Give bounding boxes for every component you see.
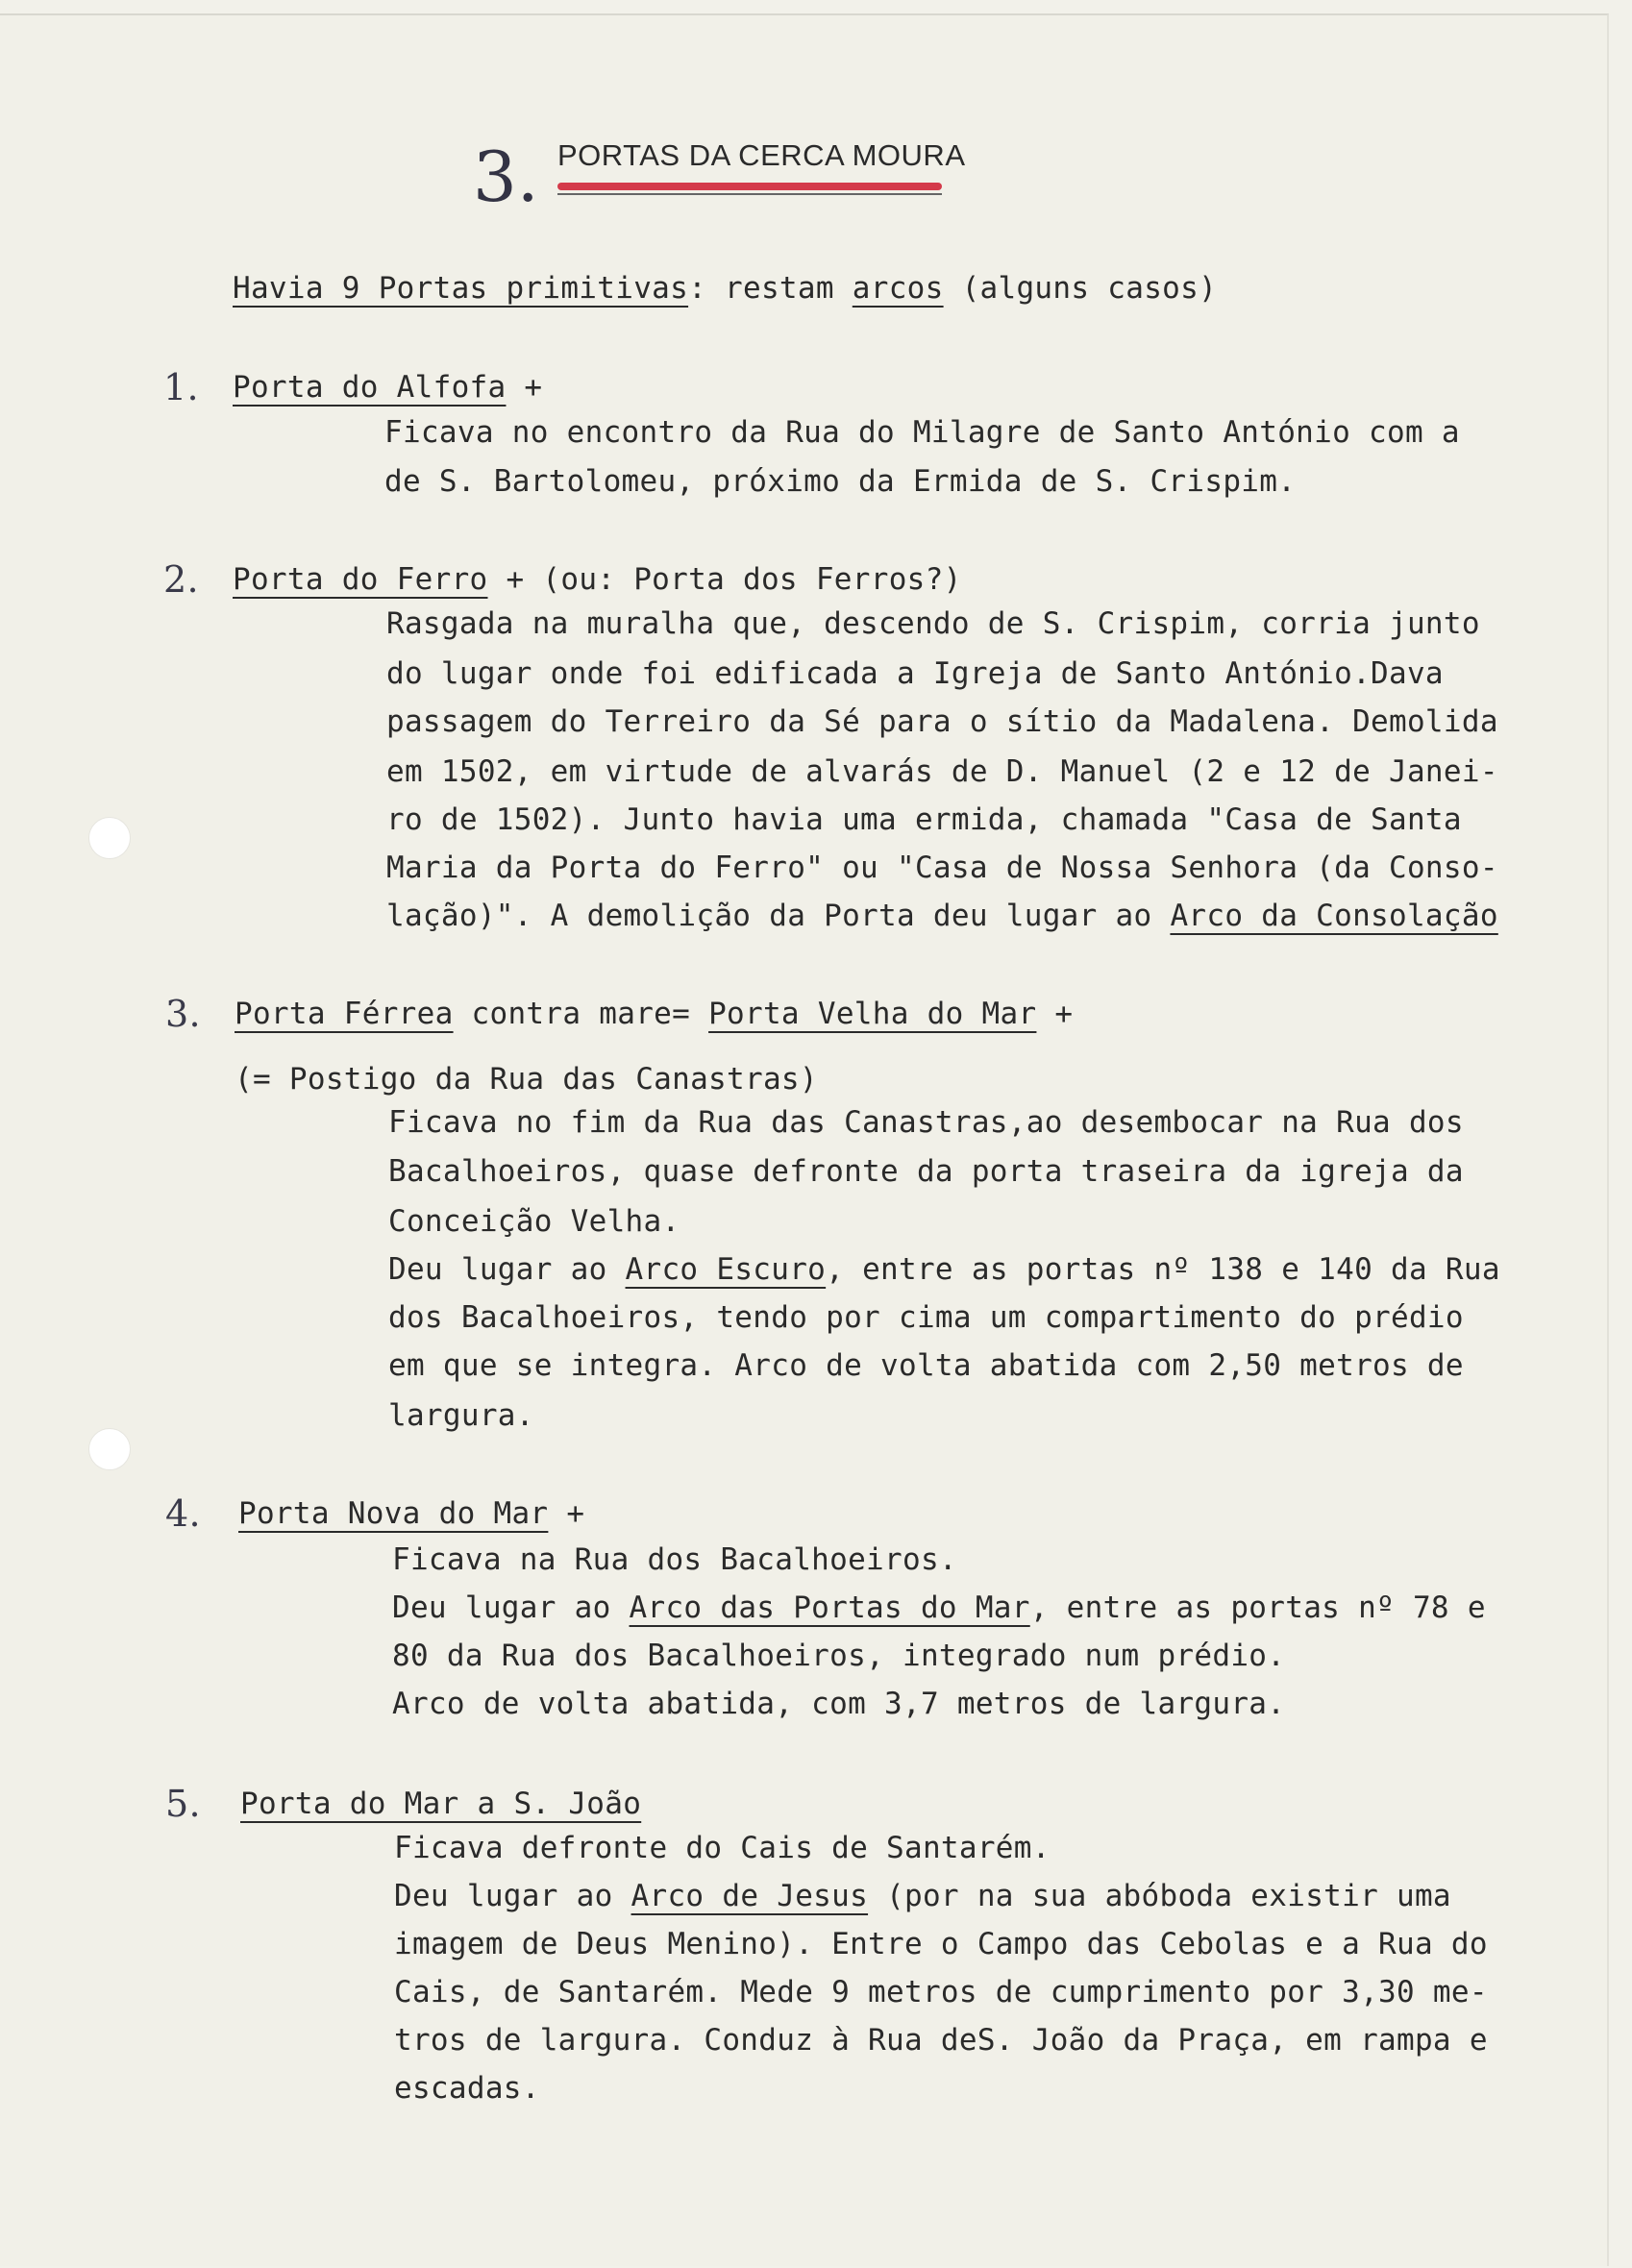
heading-part: + (ou: Porta dos Ferros?) — [487, 562, 962, 597]
arco-escuro: Arco Escuro — [625, 1252, 827, 1287]
text-line: 80 da Rua dos Bacalhoeiros, integrado num prédio. — [392, 1639, 1286, 1673]
text-line: Cais, de Santarém. Mede 9 metros de cumprimento por 3,30 me- — [394, 1975, 1488, 2009]
text-line: do lugar onde foi edificada a Igreja de Santo António.Dava — [386, 656, 1444, 691]
entry-heading — [240, 1780, 641, 1829]
section-number: 3. — [473, 136, 539, 217]
heading-part: Porta Nova do Mar — [238, 1496, 549, 1531]
text-part: Deu lugar ao — [392, 1590, 630, 1625]
entry-heading — [238, 1490, 584, 1539]
text-line: de S. Bartolomeu, próximo da Ermida de S. Crispim. — [384, 464, 1297, 499]
sub-heading: (= Postigo da Rua das Canastras) — [235, 1062, 818, 1097]
intro-underlined: Havia 9 Portas primitivas — [233, 271, 689, 306]
text-line: Ficava no fim da Rua das Canastras,ao desembocar na Rua dos — [388, 1105, 1464, 1140]
text-line: tros de largura. Conduz à Rua deS. João da Praça, em rampa e — [394, 2023, 1488, 2058]
text-line: dos Bacalhoeiros, tendo por cima um compartimento do prédio — [388, 1300, 1464, 1335]
text-line: Conceição Velha. — [388, 1204, 680, 1239]
entry-heading — [235, 990, 1073, 1039]
text-part: (por na sua abóboda existir uma — [868, 1879, 1451, 1913]
text-line: largura. — [388, 1398, 534, 1433]
text-line: imagem de Deus Menino). Entre o Campo das Cebolas e a Rua do — [394, 1927, 1488, 1961]
text-line: em que se integra. Arco de volta abatida com 2,50 metros de — [388, 1348, 1464, 1383]
intro-line — [233, 264, 1217, 313]
heading-part: Porta Férrea — [235, 997, 454, 1031]
title-red-underline — [557, 183, 942, 190]
text-line: ro de 1502). Junto havia uma ermida, chamada "Casa de Santa — [386, 802, 1462, 837]
heading-part: + — [1036, 997, 1074, 1031]
text-line: Ficava na Rua dos Bacalhoeiros. — [392, 1542, 957, 1577]
intro-rest: (alguns casos) — [943, 271, 1218, 306]
text-line — [386, 892, 1498, 941]
heading-part: contra mare= — [453, 997, 709, 1031]
heading-part: Porta do Mar a S. João — [240, 1787, 642, 1821]
text-part: Deu lugar ao — [388, 1252, 626, 1287]
title-underline — [557, 193, 942, 195]
entry-number: 2. — [163, 558, 199, 601]
heading-part: Porta do Alfofa — [233, 370, 507, 405]
heading-part: + — [506, 370, 543, 405]
entry-number: 4. — [165, 1492, 201, 1535]
text-line: Rasgada na muralha que, descendo de S. Crispim, corria junto — [386, 606, 1480, 641]
heading-part: Porta Velha do Mar — [708, 997, 1037, 1031]
entry-heading — [233, 555, 962, 604]
entry-number: 5. — [165, 1783, 201, 1825]
intro-colon: : restam — [688, 271, 853, 306]
heading-part: + — [548, 1496, 585, 1531]
punch-hole-bottom — [88, 1428, 131, 1470]
arco-jesus: Arco de Jesus — [631, 1879, 869, 1913]
arco-portas-mar: Arco das Portas do Mar — [629, 1590, 1030, 1625]
text-line: em 1502, em virtude de alvarás de D. Manuel (2 e 12 de Janei- — [386, 754, 1498, 789]
page-title: PORTAS DA CERCA MOURA — [557, 138, 966, 172]
entry-number: 1. — [163, 366, 199, 408]
text-part: Deu lugar ao — [394, 1879, 631, 1913]
text-line: Arco de volta abatida, com 3,7 metros de largura. — [392, 1687, 1286, 1721]
text-part: lação)". A demolição da Porta deu lugar ao — [386, 899, 1171, 933]
text-line: Maria da Porta do Ferro" ou "Casa de Nossa Senhora (da Conso- — [386, 850, 1498, 885]
text-line — [394, 1872, 1451, 1921]
text-line: passagem do Terreiro da Sé para o sítio da Madalena. Demolida — [386, 704, 1498, 739]
text-line: Ficava no encontro da Rua do Milagre de Santo António com a — [384, 415, 1460, 450]
entry-number: 3. — [165, 993, 201, 1035]
text-line — [392, 1584, 1486, 1633]
text-line: Ficava defronte do Cais de Santarém. — [394, 1831, 1051, 1865]
text-line: escadas. — [394, 2071, 540, 2106]
punch-hole-top — [88, 817, 131, 859]
text-part: , entre as portas nº 138 e 140 da Rua — [826, 1252, 1500, 1287]
entry-heading — [233, 363, 542, 412]
text-line: Bacalhoeiros, quase defronte da porta traseira da igreja da — [388, 1154, 1464, 1189]
intro-arcos: arcos — [852, 271, 944, 306]
arco-consolacao: Arco da Consolação — [1170, 899, 1498, 933]
text-line — [388, 1245, 1500, 1294]
text-part: , entre as portas nº 78 e — [1029, 1590, 1486, 1625]
heading-part: Porta do Ferro — [233, 562, 488, 597]
